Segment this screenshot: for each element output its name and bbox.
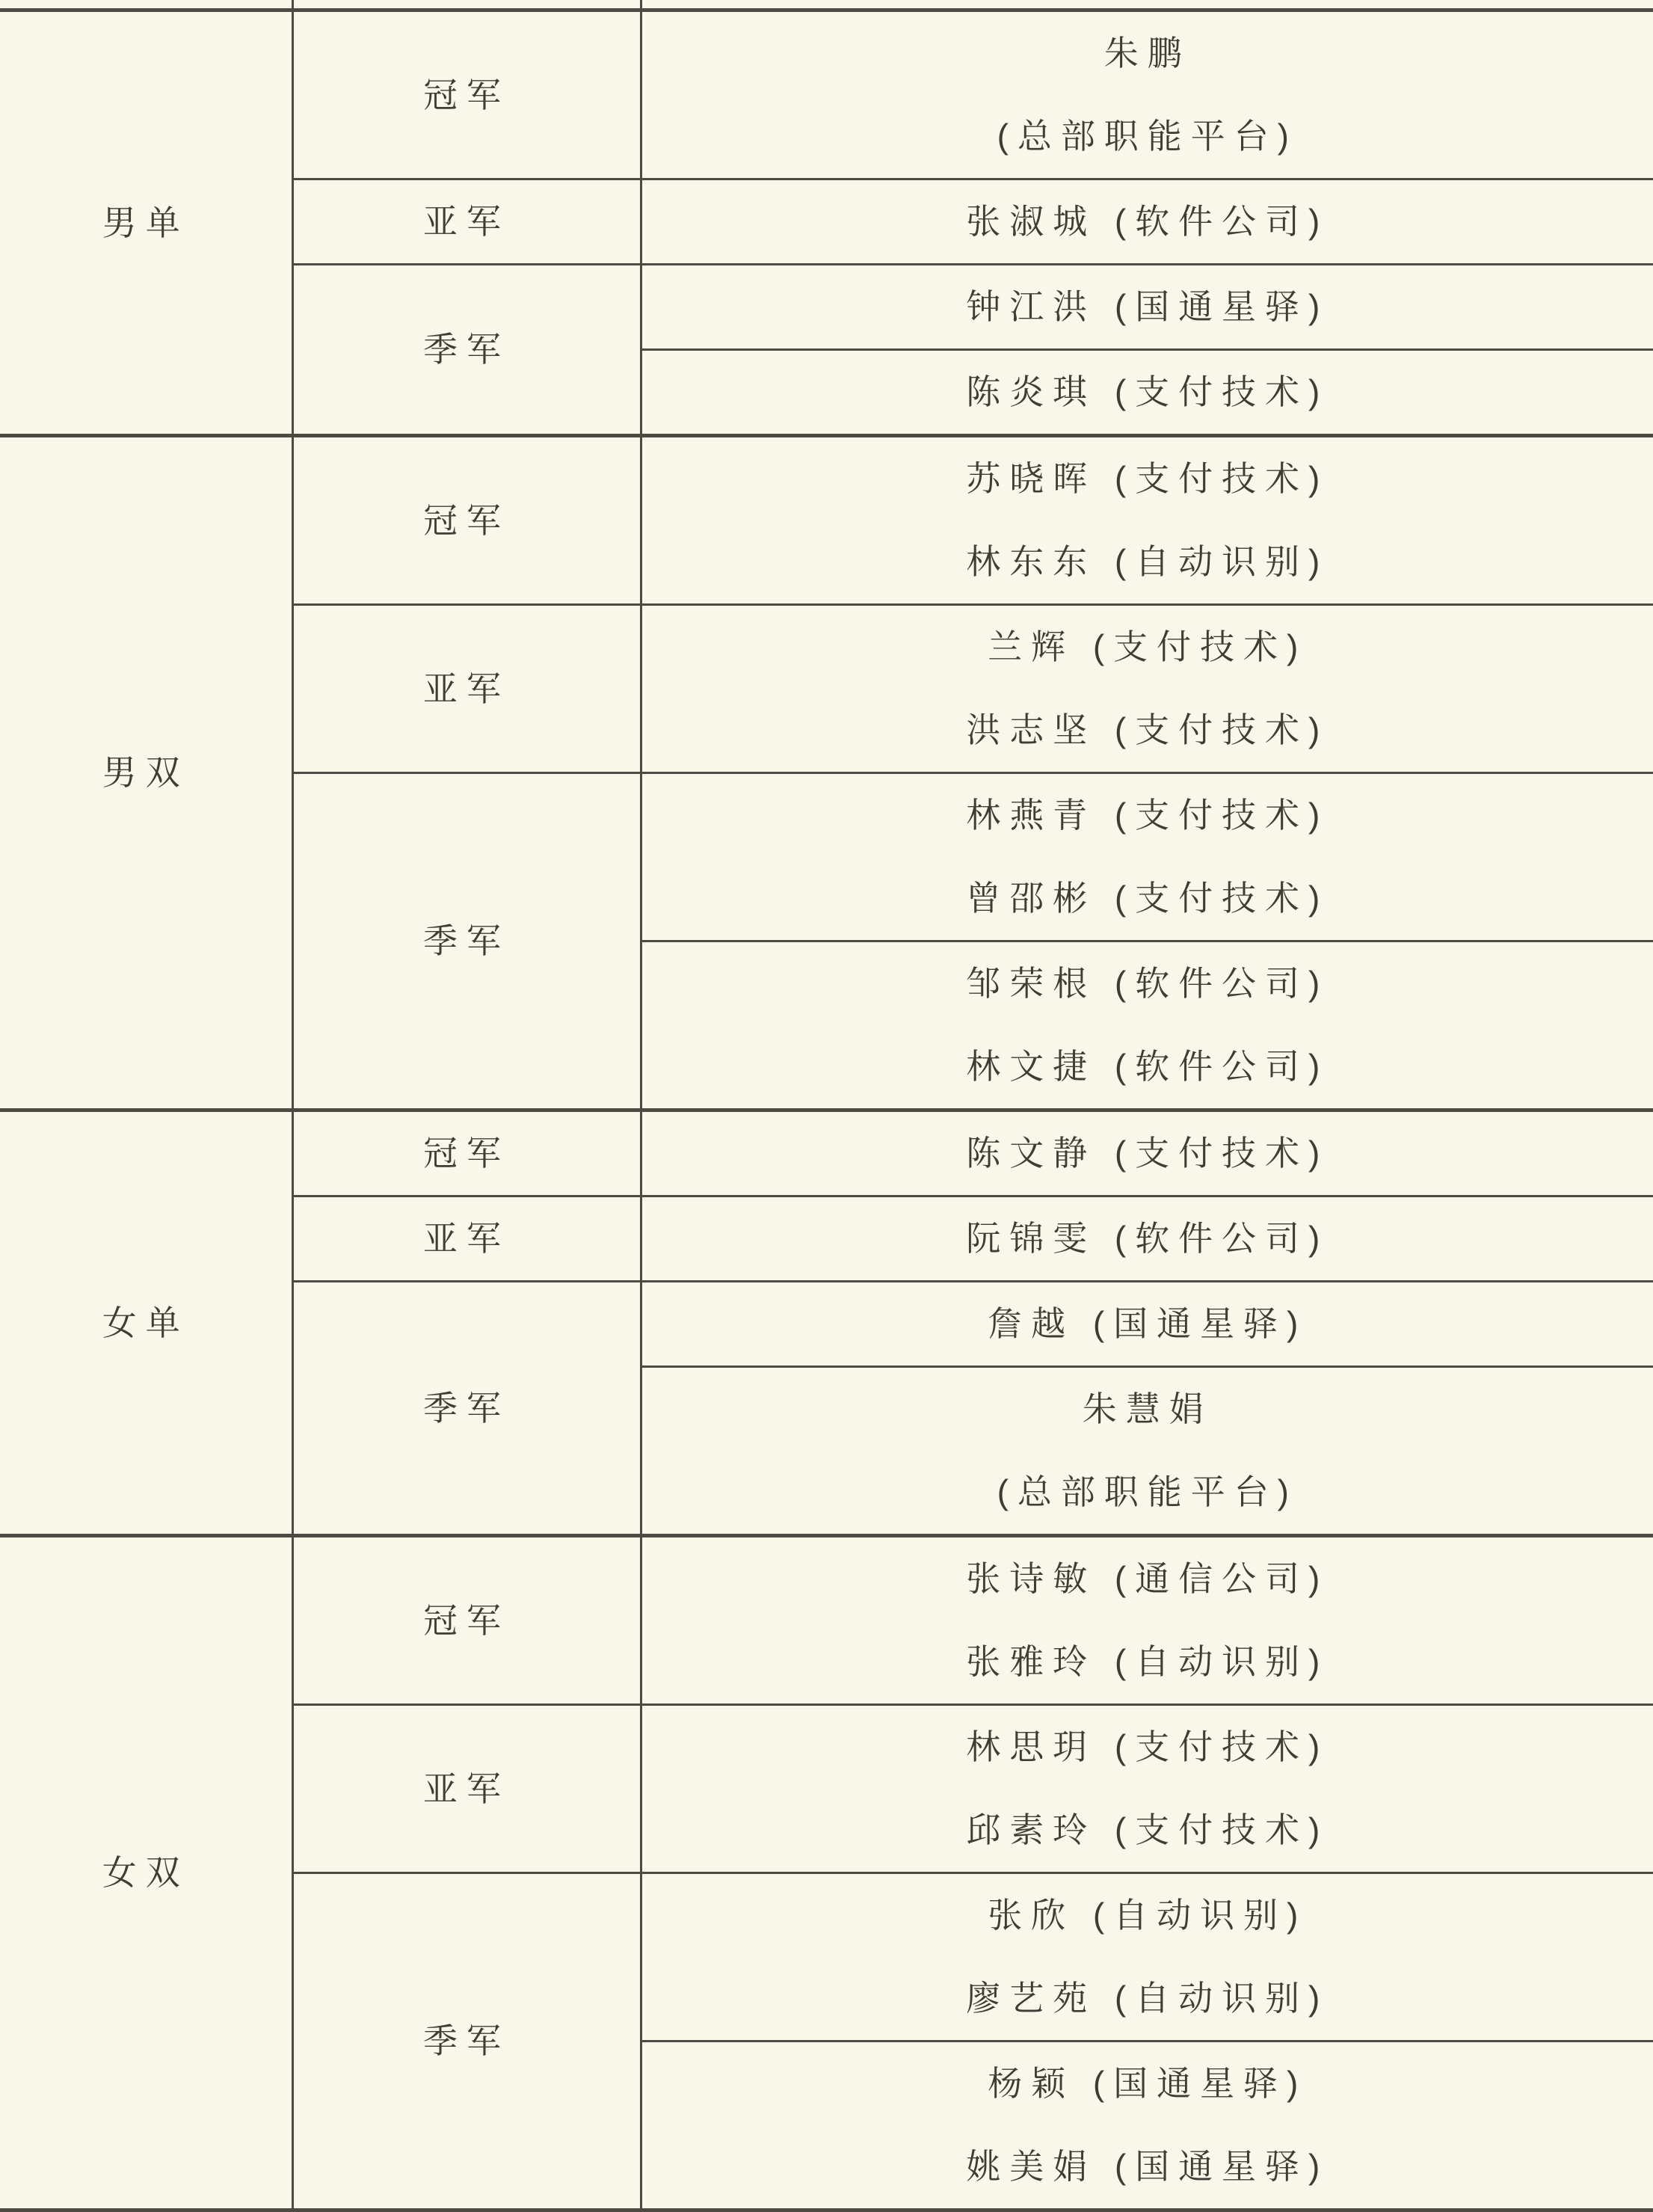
player-cell — [641, 350, 1653, 436]
player-cell — [641, 1196, 1653, 1282]
player-cell — [641, 2042, 1653, 2211]
rank-cell — [292, 1705, 641, 1873]
player-name: 朱慧娟 — [642, 1368, 1653, 1451]
player-name: 张雅玲 (自动识别) — [642, 1620, 1653, 1703]
player-name: 姚美娟 (国通星驿) — [642, 2125, 1653, 2208]
player-cell — [641, 436, 1653, 605]
player-cell — [641, 265, 1653, 350]
player-name: 阮锦雯 (软件公司) — [642, 1197, 1653, 1280]
player-cell — [641, 1873, 1653, 2042]
rank-cell — [292, 436, 641, 605]
cut-off-cell — [641, 0, 1653, 10]
player-name: 林文捷 (软件公司) — [642, 1025, 1653, 1108]
cut-off-cell — [292, 0, 641, 10]
player-name: 苏晓晖 (支付技术) — [642, 437, 1653, 520]
rank-label: 冠军 — [294, 479, 640, 562]
player-name: 张淑城 (软件公司) — [642, 180, 1653, 263]
player-cell — [641, 10, 1653, 179]
category-label: 男单 — [0, 182, 292, 265]
category-label: 女单 — [0, 1282, 292, 1365]
player-cell — [641, 941, 1653, 1110]
rank-cell — [292, 179, 641, 265]
rank-label: 亚军 — [294, 1197, 640, 1280]
rank-cell — [292, 1110, 641, 1196]
player-cell — [641, 1705, 1653, 1873]
player-name: 林思玥 (支付技术) — [642, 1706, 1653, 1789]
rank-cell — [292, 265, 641, 436]
rank-label: 季军 — [294, 900, 640, 983]
table-row — [0, 436, 1653, 605]
rank-cell — [292, 1873, 641, 2211]
rank-label: 亚军 — [294, 648, 640, 731]
category-cell — [0, 1536, 292, 2211]
player-name: (总部职能平台) — [642, 95, 1653, 178]
cut-off-row — [0, 0, 1653, 10]
player-cell — [641, 605, 1653, 773]
cut-off-cell — [0, 0, 292, 10]
table-row — [0, 1536, 1653, 1705]
player-cell — [641, 179, 1653, 265]
rank-label: 季军 — [294, 1367, 640, 1450]
player-name: 张欣 (自动识别) — [642, 1874, 1653, 1957]
rank-label: 季军 — [294, 308, 640, 391]
player-name: 詹越 (国通星驿) — [642, 1282, 1653, 1365]
player-name: 朱鹏 — [642, 12, 1653, 95]
player-name: 张诗敏 (通信公司) — [642, 1537, 1653, 1620]
player-name: (总部职能平台) — [642, 1451, 1653, 1534]
rank-label: 冠军 — [294, 54, 640, 137]
rank-cell — [292, 605, 641, 773]
category-cell — [0, 10, 292, 436]
player-name: 兰辉 (支付技术) — [642, 606, 1653, 689]
player-name: 廖艺苑 (自动识别) — [642, 1957, 1653, 2040]
player-name: 林东东 (自动识别) — [642, 520, 1653, 603]
rank-cell — [292, 1282, 641, 1536]
category-cell — [0, 1110, 292, 1536]
player-cell — [641, 773, 1653, 941]
player-cell — [641, 1282, 1653, 1367]
rank-cell — [292, 1196, 641, 1282]
category-label: 男双 — [0, 731, 292, 814]
player-cell — [641, 1536, 1653, 1705]
rank-label: 季军 — [294, 2000, 640, 2083]
rank-label: 亚军 — [294, 1748, 640, 1831]
rank-cell — [292, 10, 641, 179]
category-label: 女双 — [0, 1831, 292, 1914]
player-cell — [641, 1110, 1653, 1196]
rank-label: 冠军 — [294, 1112, 640, 1195]
rank-label: 亚军 — [294, 180, 640, 263]
player-name: 邱素玲 (支付技术) — [642, 1789, 1653, 1872]
player-name: 林燕青 (支付技术) — [642, 774, 1653, 857]
table-row — [0, 10, 1653, 179]
player-name: 杨颖 (国通星驿) — [642, 2042, 1653, 2125]
rank-cell — [292, 1536, 641, 1705]
category-cell — [0, 436, 292, 1110]
player-name: 陈文静 (支付技术) — [642, 1112, 1653, 1195]
rank-cell — [292, 773, 641, 1110]
player-name: 邹荣根 (软件公司) — [642, 942, 1653, 1025]
player-name: 洪志坚 (支付技术) — [642, 689, 1653, 772]
player-cell — [641, 1367, 1653, 1536]
rank-label: 冠军 — [294, 1579, 640, 1662]
player-name: 曾邵彬 (支付技术) — [642, 857, 1653, 940]
player-name: 陈炎琪 (支付技术) — [642, 351, 1653, 434]
table-row — [0, 1110, 1653, 1196]
player-name: 钟江洪 (国通星驿) — [642, 265, 1653, 348]
